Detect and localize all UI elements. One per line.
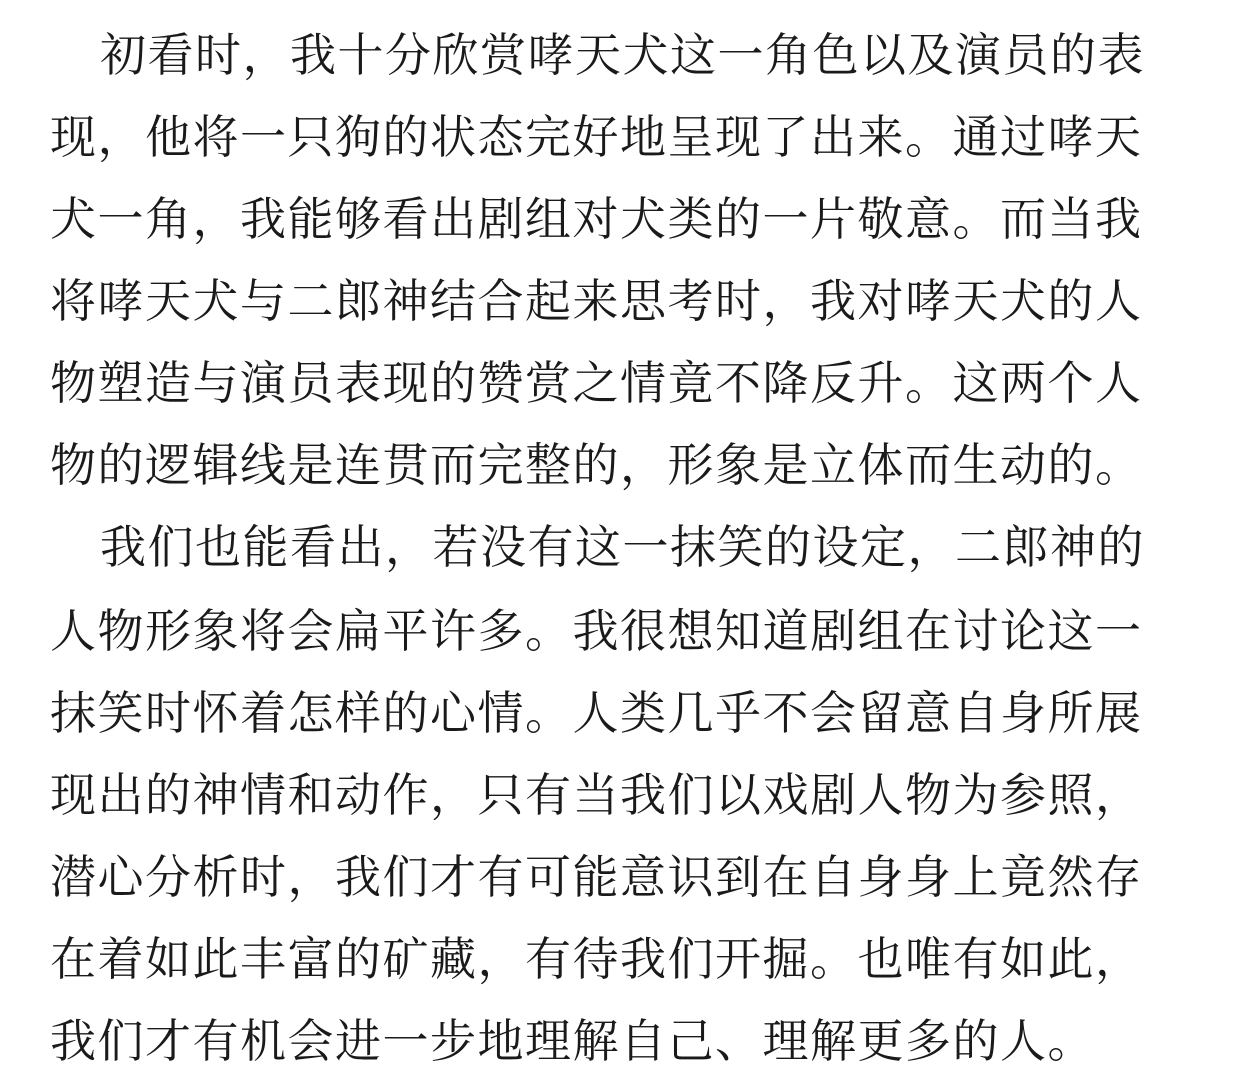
paragraph-line: 人物形象将会扁平许多。我很想知道剧组在讨论这一 xyxy=(50,604,1143,658)
paragraph-line: 我们也能看出，若没有这一抹笑的设定，二郎神的 xyxy=(100,520,1145,574)
paragraph-line: 物的逻辑线是连贯而完整的，形象是立体而生动的。 xyxy=(50,438,1143,492)
paragraph-line: 初看时，我十分欣赏哮天犬这一角色以及演员的表 xyxy=(100,28,1145,82)
paragraph-line: 物塑造与演员表现的赞赏之情竟不降反升。这两个人 xyxy=(50,356,1143,410)
paragraph-line: 将哮天犬与二郎神结合起来思考时，我对哮天犬的人 xyxy=(50,274,1143,328)
paragraph-line: 犬一角，我能够看出剧组对犬类的一片敬意。而当我 xyxy=(50,192,1143,246)
paragraph-line: 在着如此丰富的矿藏，有待我们开掘。也唯有如此， xyxy=(50,932,1143,986)
paragraph-line: 我们才有机会进一步地理解自己、理解更多的人。 xyxy=(50,1014,1095,1068)
paragraph-line: 现出的神情和动作，只有当我们以戏剧人物为参照， xyxy=(50,768,1143,822)
paragraph-line: 现，他将一只狗的状态完好地呈现了出来。通过哮天 xyxy=(50,110,1143,164)
paragraph-line: 抹笑时怀着怎样的心情。人类几乎不会留意自身所展 xyxy=(50,686,1143,740)
paragraph-line: 潜心分析时，我们才有可能意识到在自身身上竟然存 xyxy=(50,850,1143,904)
